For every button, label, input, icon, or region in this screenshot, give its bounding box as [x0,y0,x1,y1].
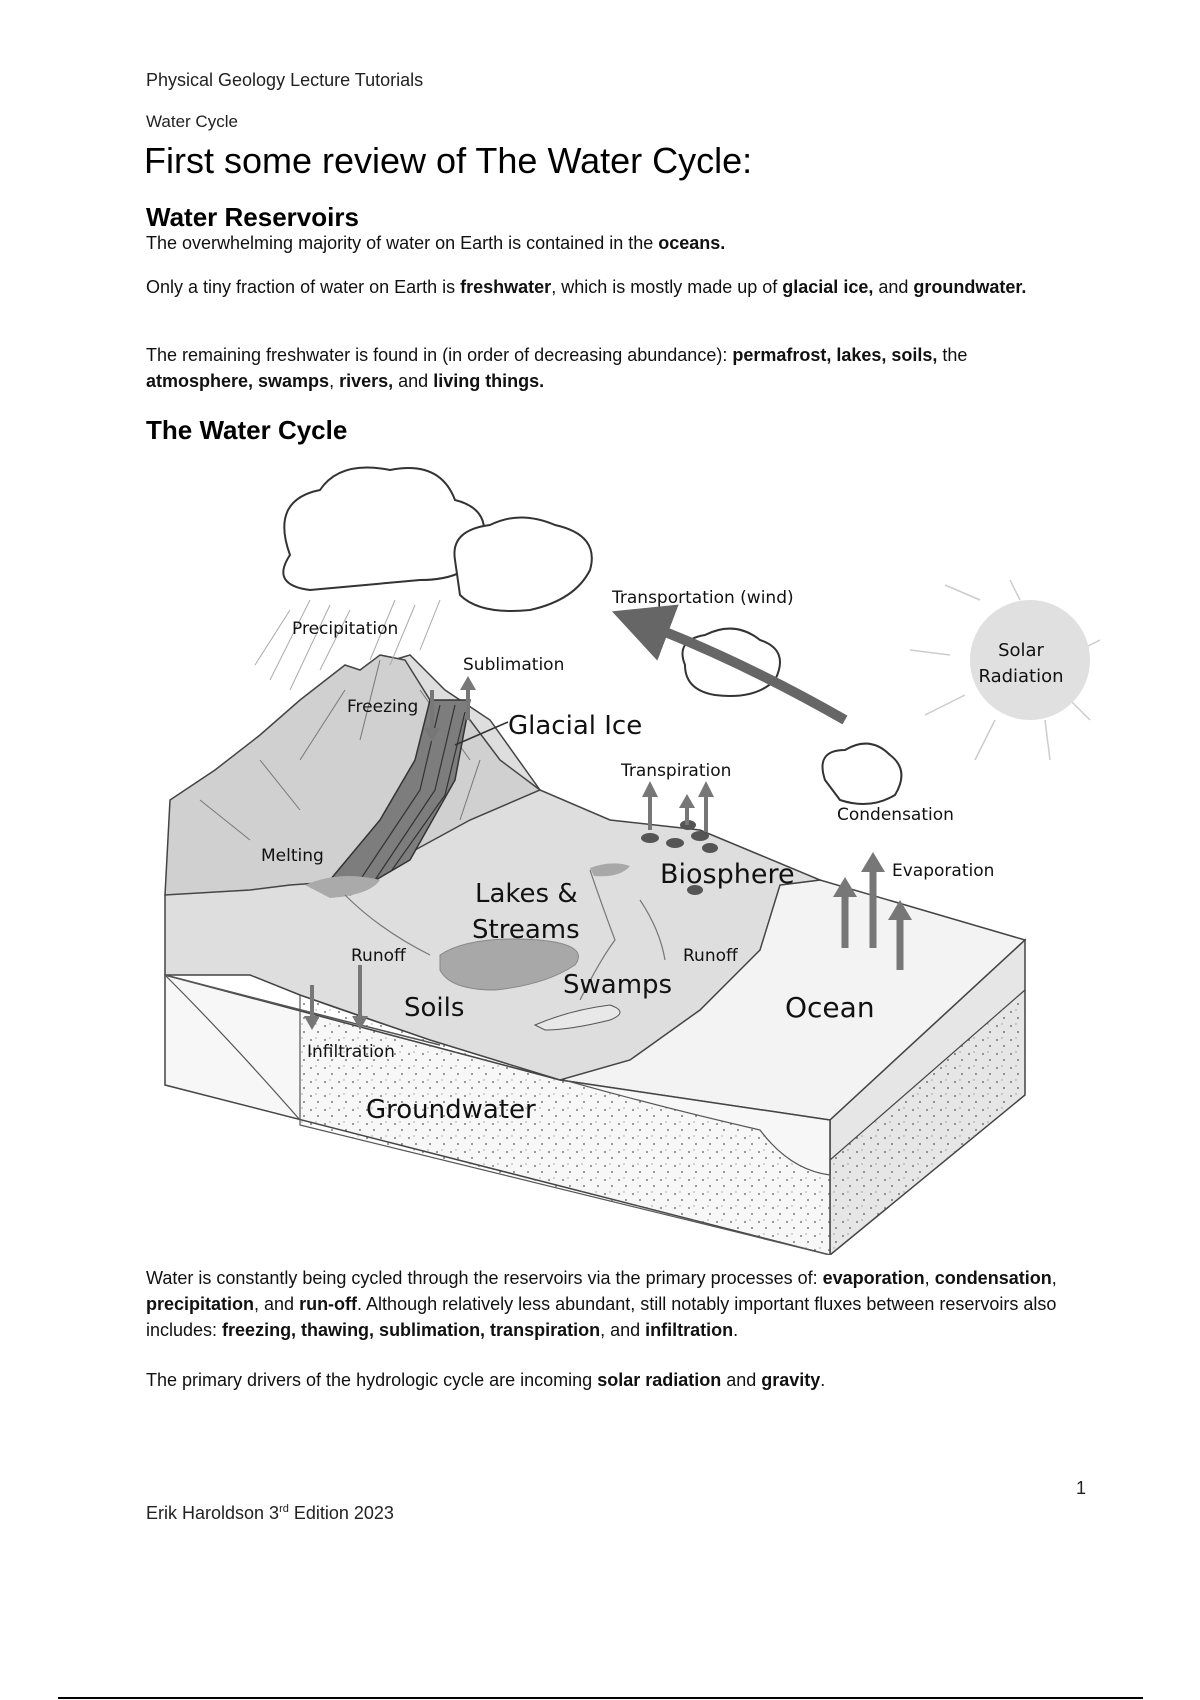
section-heading-reservoirs: Water Reservoirs [146,202,359,232]
footer-author: Erik Haroldson 3rd Edition 2023 [146,1503,394,1523]
label-precipitation: Precipitation [292,619,399,639]
water-cycle-diagram [160,465,1100,1255]
label-soils: Soils [404,993,465,1023]
course-header: Physical Geology Lecture Tutorials [146,70,424,90]
label-lakes: Lakes & [475,879,578,909]
label-runoff-right: Runoff [683,946,738,966]
label-infiltration: Infiltration [307,1042,395,1062]
label-evaporation: Evaporation [892,861,995,881]
paragraph-oceans: The overwhelming majority of water on Earth is contained in the oceans. [146,233,726,253]
label-groundwater: Groundwater [366,1095,536,1125]
bottom-rule [58,1697,1143,1699]
label-condensation: Condensation [837,805,954,825]
page-title: First some review of The Water Cycle: [144,140,753,181]
label-runoff-left: Runoff [351,946,406,966]
label-sublimation: Sublimation [463,655,565,675]
label-solar: Solar [998,640,1044,661]
label-transportation: Transportation (wind) [612,588,794,608]
label-ocean: Ocean [785,991,875,1024]
section-heading-water-cycle: The Water Cycle [146,415,348,445]
label-biosphere: Biosphere [660,859,795,890]
paragraph-drivers: The primary drivers of the hydrologic cycle are incoming solar radiation and gravity. [146,1370,826,1390]
label-melting: Melting [261,846,324,866]
paragraph-processes: Water is constantly being cycled through the reservoirs via the primary processes of: evaporation, condensation, precipitation, and run-off. Although relatively less abundant, still notably important fluxes between reservoirs also includes: freezing, thawing, sublimation, transpiration, and infiltration. [146,1268,1057,1340]
paragraph-remaining-freshwater: The remaining freshwater is found in (in order of decreasing abundance): permafrost, lakes, soils, the atmosphere, swamps, rivers, and living things. [146,345,968,391]
label-freezing: Freezing [347,697,419,717]
label-glacial-ice: Glacial Ice [508,711,643,741]
topic-label: Water Cycle [146,112,238,131]
page-number: 1 [1076,1478,1087,1498]
label-streams: Streams [472,915,580,945]
paragraph-freshwater: Only a tiny fraction of water on Earth is freshwater, which is mostly made up of glacial ice, and groundwater. [146,277,1027,297]
label-transpiration: Transpiration [621,761,732,781]
label-radiation: Radiation [978,666,1064,687]
label-swamps: Swamps [563,970,673,1000]
